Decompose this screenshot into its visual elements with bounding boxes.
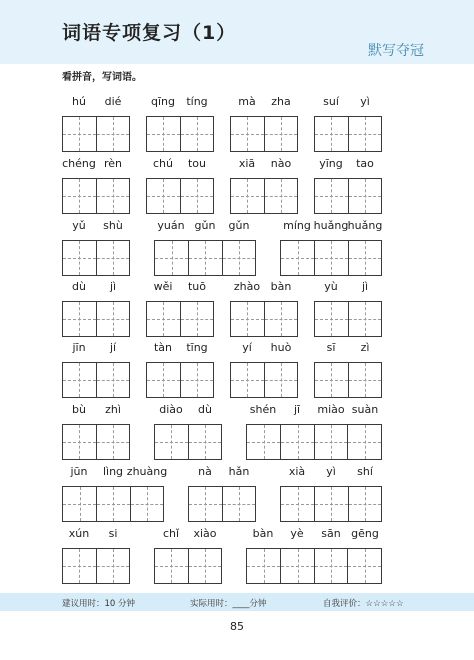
- writing-cell[interactable]: [63, 179, 96, 213]
- writing-cell[interactable]: [314, 425, 348, 459]
- writing-cell[interactable]: [348, 179, 381, 213]
- word-group: [280, 465, 382, 525]
- writing-grid: [314, 178, 382, 214]
- pinyin-label: zì: [360, 341, 370, 354]
- writing-cell[interactable]: [147, 363, 180, 397]
- writing-cell[interactable]: [264, 363, 297, 397]
- word-group: [314, 341, 382, 401]
- pinyin-label: yí: [242, 341, 252, 354]
- writing-grid: [230, 178, 298, 214]
- pinyin-label: nào: [270, 157, 292, 170]
- writing-cell[interactable]: [96, 117, 129, 151]
- word-row: [62, 341, 402, 401]
- writing-cell[interactable]: [315, 117, 348, 151]
- writing-cell[interactable]: [347, 549, 381, 583]
- writing-grid: [314, 301, 382, 337]
- word-group: [154, 527, 222, 587]
- word-group: [154, 403, 222, 463]
- pinyin-label: gǔn: [228, 219, 250, 232]
- pinyin-label: wěi: [153, 280, 173, 293]
- pinyin-label: gǔn: [194, 219, 216, 232]
- writing-grid: [62, 240, 130, 276]
- word-group: [62, 465, 168, 525]
- writing-grid: [62, 116, 130, 152]
- word-group: [62, 403, 130, 463]
- pinyin-label: tou: [187, 157, 207, 170]
- writing-cell[interactable]: [155, 425, 188, 459]
- writing-cell[interactable]: [147, 302, 180, 336]
- pinyin-label: tīng: [186, 341, 208, 354]
- writing-cell[interactable]: [63, 487, 96, 521]
- pinyin-label: lìng: [102, 465, 124, 478]
- writing-cell[interactable]: [130, 487, 163, 521]
- writing-grid: [62, 424, 130, 460]
- writing-cell[interactable]: [314, 549, 348, 583]
- pinyin-label: suàn: [351, 403, 379, 416]
- writing-cell[interactable]: [96, 302, 129, 336]
- suggested-time: 建议用时：10 分钟: [62, 599, 136, 609]
- writing-grid: [188, 486, 256, 522]
- writing-cell[interactable]: [96, 179, 129, 213]
- writing-grid: [146, 116, 214, 152]
- writing-cell[interactable]: [63, 425, 96, 459]
- pinyin-label: jīn: [72, 341, 86, 354]
- pinyin-label: yì: [326, 465, 336, 478]
- page-title: 词语专项复习（1）: [62, 22, 237, 44]
- writing-cell[interactable]: [155, 549, 188, 583]
- word-row: [62, 403, 402, 463]
- pinyin-label: sān: [321, 527, 341, 540]
- writing-cell[interactable]: [63, 302, 96, 336]
- writing-grid: [154, 424, 222, 460]
- exercise-instruction: 看拼音，写词语。: [62, 72, 142, 83]
- pinyin-label: yù: [324, 280, 338, 293]
- writing-grid: [314, 116, 382, 152]
- writing-cell[interactable]: [264, 302, 297, 336]
- writing-grid: [62, 548, 130, 584]
- word-group: [246, 527, 382, 587]
- pinyin-label: hǎn: [228, 465, 250, 478]
- writing-cell[interactable]: [180, 179, 213, 213]
- pinyin-label: huò: [270, 341, 292, 354]
- writing-cell[interactable]: [188, 549, 221, 583]
- pinyin-label: dù: [72, 280, 86, 293]
- writing-cell[interactable]: [348, 117, 381, 151]
- header-band: [0, 0, 474, 64]
- pinyin-label: jūn: [70, 465, 88, 478]
- word-group: [230, 341, 298, 401]
- writing-cell[interactable]: [348, 241, 381, 275]
- writing-cell[interactable]: [147, 117, 180, 151]
- pinyin-label: dù: [198, 403, 212, 416]
- writing-cell[interactable]: [348, 363, 381, 397]
- pinyin-label: bàn: [252, 527, 274, 540]
- writing-cell[interactable]: [314, 487, 347, 521]
- word-group: [62, 280, 130, 340]
- pinyin-label: jī: [293, 403, 301, 416]
- word-row: [62, 465, 402, 525]
- pinyin-label: xià: [288, 465, 306, 478]
- pinyin-label: suí: [323, 95, 339, 108]
- word-group: [62, 95, 130, 155]
- writing-cell[interactable]: [63, 363, 96, 397]
- pinyin-label: míng: [283, 219, 311, 232]
- word-group: [230, 280, 298, 340]
- pinyin-label: jì: [361, 280, 369, 293]
- writing-cell[interactable]: [180, 117, 213, 151]
- writing-grid: [314, 362, 382, 398]
- word-group: [146, 95, 214, 155]
- writing-cell[interactable]: [180, 302, 213, 336]
- writing-grid: [230, 116, 298, 152]
- word-group: [154, 219, 256, 279]
- writing-grid: [146, 178, 214, 214]
- pinyin-label: xiào: [193, 527, 217, 540]
- pinyin-label: shù: [103, 219, 123, 232]
- writing-cell[interactable]: [180, 363, 213, 397]
- writing-cell[interactable]: [264, 179, 297, 213]
- writing-cell[interactable]: [314, 241, 347, 275]
- writing-cell[interactable]: [247, 425, 280, 459]
- pinyin-label: tao: [356, 157, 374, 170]
- actual-time: 实际用时：____分钟: [190, 599, 267, 609]
- writing-cell[interactable]: [222, 241, 255, 275]
- writing-cell[interactable]: [281, 241, 314, 275]
- writing-grid: [146, 301, 214, 337]
- writing-cell[interactable]: [96, 425, 129, 459]
- pinyin-label: yǔ: [72, 219, 86, 232]
- word-group: [246, 403, 382, 463]
- writing-cell[interactable]: [348, 302, 381, 336]
- pinyin-label: shén: [249, 403, 277, 416]
- writing-cell[interactable]: [315, 302, 348, 336]
- writing-cell[interactable]: [280, 425, 314, 459]
- pinyin-label: chú: [153, 157, 173, 170]
- word-group: [146, 157, 214, 217]
- pinyin-label: shí: [357, 465, 373, 478]
- pinyin-label: yuán: [157, 219, 185, 232]
- pinyin-label: yè: [290, 527, 304, 540]
- word-row: [62, 219, 402, 279]
- section-subtitle: 默写夺冠: [368, 43, 424, 59]
- word-row: [62, 527, 402, 587]
- pinyin-label: qīng: [151, 95, 175, 108]
- writing-cell[interactable]: [96, 241, 129, 275]
- pinyin-label: miào: [317, 403, 345, 416]
- writing-grid: [62, 301, 130, 337]
- writing-cell[interactable]: [231, 302, 264, 336]
- writing-cell[interactable]: [222, 487, 255, 521]
- pinyin-label: diào: [159, 403, 183, 416]
- writing-cell[interactable]: [96, 363, 129, 397]
- pinyin-label: zhuàng: [126, 465, 168, 478]
- writing-cell[interactable]: [347, 425, 381, 459]
- word-group: [314, 280, 382, 340]
- writing-cell[interactable]: [188, 241, 221, 275]
- pinyin-label: sī: [326, 341, 336, 354]
- writing-cell[interactable]: [147, 179, 180, 213]
- writing-cell[interactable]: [280, 549, 314, 583]
- word-row: [62, 280, 402, 340]
- pinyin-label: jí: [109, 341, 117, 354]
- pinyin-label: zhào: [233, 280, 261, 293]
- pinyin-label: zhì: [105, 403, 121, 416]
- writing-cell[interactable]: [231, 117, 264, 151]
- writing-cell[interactable]: [281, 487, 314, 521]
- pinyin-label: chéng: [62, 157, 96, 170]
- pinyin-label: dié: [104, 95, 122, 108]
- writing-grid: [154, 548, 222, 584]
- writing-grid: [154, 240, 256, 276]
- writing-cell[interactable]: [155, 241, 188, 275]
- writing-cell[interactable]: [189, 487, 222, 521]
- pinyin-label: bù: [72, 403, 86, 416]
- word-group: [62, 157, 130, 217]
- pinyin-label: huǎng: [313, 219, 349, 232]
- writing-grid: [62, 178, 130, 214]
- writing-cell[interactable]: [63, 241, 96, 275]
- writing-cell[interactable]: [315, 179, 348, 213]
- pinyin-label: tíng: [186, 95, 208, 108]
- word-row: [62, 157, 402, 217]
- writing-cell[interactable]: [247, 549, 280, 583]
- writing-cell[interactable]: [264, 117, 297, 151]
- writing-cell[interactable]: [96, 549, 129, 583]
- pinyin-label: rèn: [103, 157, 123, 170]
- self-rating: 自我评价：☆☆☆☆☆: [323, 599, 404, 609]
- pinyin-label: gēng: [351, 527, 379, 540]
- word-group: [62, 527, 130, 587]
- word-group: [188, 465, 256, 525]
- pinyin-label: zha: [271, 95, 291, 108]
- word-group: [146, 280, 214, 340]
- pinyin-label: yīng: [319, 157, 343, 170]
- writing-grid: [246, 424, 382, 460]
- writing-grid: [280, 486, 382, 522]
- pinyin-label: tuō: [187, 280, 207, 293]
- pinyin-label: yì: [360, 95, 370, 108]
- writing-cell[interactable]: [231, 179, 264, 213]
- word-row: [62, 95, 402, 155]
- word-group: [230, 157, 298, 217]
- pinyin-label: jì: [109, 280, 117, 293]
- writing-grid: [246, 548, 382, 584]
- word-group: [62, 341, 130, 401]
- writing-cell[interactable]: [63, 549, 96, 583]
- writing-cell[interactable]: [348, 487, 381, 521]
- word-group: [314, 95, 382, 155]
- writing-cell[interactable]: [96, 487, 129, 521]
- writing-grid: [230, 362, 298, 398]
- writing-cell[interactable]: [231, 363, 264, 397]
- pinyin-label: chǐ: [162, 527, 180, 540]
- pinyin-label: xiā: [238, 157, 256, 170]
- pinyin-label: si: [108, 527, 118, 540]
- writing-grid: [146, 362, 214, 398]
- footer-band: [0, 593, 474, 611]
- pinyin-label: mà: [238, 95, 256, 108]
- word-group: [280, 219, 382, 279]
- writing-cell[interactable]: [315, 363, 348, 397]
- word-group: [230, 95, 298, 155]
- pinyin-label: tàn: [153, 341, 173, 354]
- pinyin-label: bàn: [270, 280, 292, 293]
- writing-cell[interactable]: [63, 117, 96, 151]
- pinyin-label: xún: [68, 527, 90, 540]
- page-number: 85: [230, 620, 244, 633]
- writing-cell[interactable]: [188, 425, 221, 459]
- word-group: [314, 157, 382, 217]
- pinyin-label: huǎng: [347, 219, 383, 232]
- writing-grid: [230, 301, 298, 337]
- writing-grid: [62, 362, 130, 398]
- pinyin-label: hú: [72, 95, 86, 108]
- pinyin-label: nà: [198, 465, 212, 478]
- writing-grid: [280, 240, 382, 276]
- writing-grid: [62, 486, 164, 522]
- word-group: [146, 341, 214, 401]
- word-group: [62, 219, 130, 279]
